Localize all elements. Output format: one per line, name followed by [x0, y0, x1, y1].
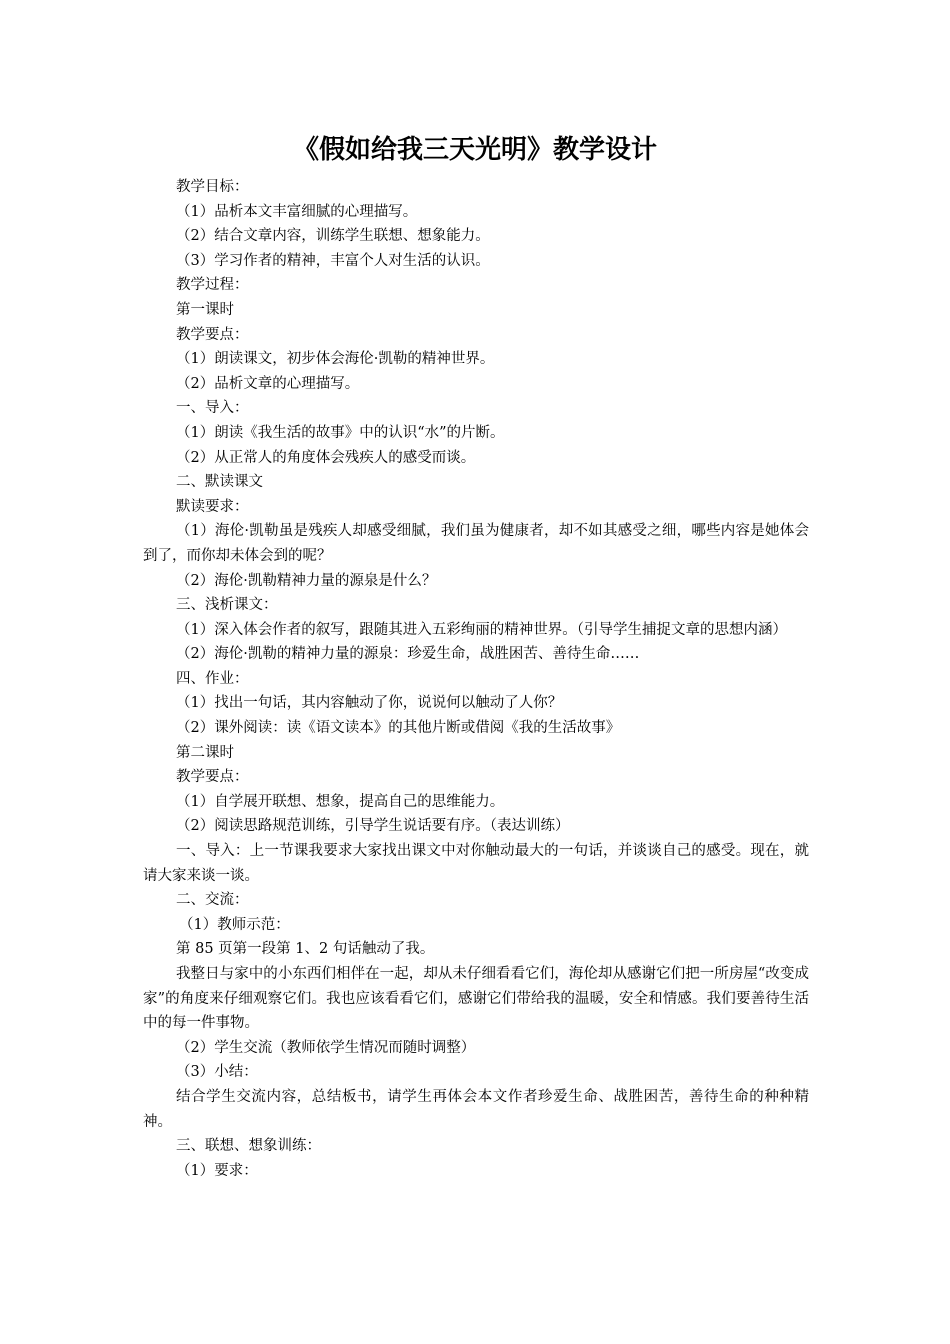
paragraph: （1）海伦·凯勒虽是残疾人却感受细腻，我们虽为健康者，却不如其感受之细，哪些内容是她体会到了，而你却未体会到的呢？ [143, 523, 809, 564]
paragraph: 三、浅析课文： [176, 597, 278, 614]
paragraph: 第二课时 [176, 744, 234, 761]
paragraph: 一、导入：上一节课我要求大家找出课文中对你触动最大的一句话，并谈谈自己的感受。现在，就请大家来谈一谈。 [143, 843, 809, 884]
paragraph: 默读要求： [176, 498, 249, 515]
paragraph: （2）品析文章的心理描写。 [176, 375, 360, 392]
paragraph: （2）从正常人的角度体会残疾人的感受而谈。 [176, 449, 476, 466]
paragraph: 我整日与家中的小东西们相伴在一起，却从未仔细看看它们，海伦却从感谢它们把一所房屋“改变成家”的角度来仔细观察它们。我也应该看看它们，感谢它们带给我的温暖，安全和情感。我们要善待生活中的每一件事物。 [143, 966, 809, 1032]
paragraph: 教学过程： [176, 277, 249, 294]
paragraph: （2）阅读思路规范训练，引导学生说话要有序。（表达训练） [176, 818, 570, 835]
paragraph: 四、作业： [176, 670, 249, 687]
paragraph: （1）自学展开联想、想象，提高自己的思维能力。 [176, 793, 505, 810]
paragraph: （1）教师示范： [179, 916, 290, 933]
paragraph: 第 85 页第一段第 1、2 句话触动了我。 [176, 941, 435, 958]
paragraph: 一、导入： [176, 400, 249, 417]
paragraph: （1）找出一句话，其内容触动了你，说说何以触动了人你？ [176, 695, 563, 712]
paragraph: 教学要点： [176, 769, 249, 786]
paragraph: （2）课外阅读：读《语文读本》的其他片断或借阅《我的生活故事》 [176, 720, 621, 737]
paragraph: 二、交流： [176, 892, 249, 909]
paragraph: （3）小结： [176, 1064, 258, 1081]
paragraph: （1）深入体会作者的叙写，跟随其进入五彩绚丽的精神世界。（引导学生捕捉文章的思想内涵） [176, 621, 787, 638]
document-body [143, 175, 809, 1183]
paragraph: 结合学生交流内容，总结板书，请学生再体会本文作者珍爱生命、战胜困苦，善待生命的种种精神。 [143, 1088, 809, 1130]
paragraph: （1）品析本文丰富细腻的心理描写。 [176, 203, 418, 220]
paragraph: （2）海伦·凯勒精神力量的源泉是什么？ [176, 572, 437, 589]
paragraph: 第一课时 [176, 301, 234, 318]
paragraph: （2）学生交流（教师依学生情况而随时调整） [176, 1039, 476, 1056]
paragraph: 教学目标： [176, 179, 249, 195]
page-title: 《假如给我三天光明》教学设计 [292, 135, 657, 165]
paragraph: （3）学习作者的精神，丰富个人对生活的认识。 [176, 252, 490, 269]
paragraph: 教学要点： [176, 326, 249, 343]
paragraph: （1）要求： [176, 1162, 258, 1179]
paragraph: （1）朗读课文，初步体会海伦·凯勒的精神世界。 [176, 351, 495, 368]
paragraph: 二、默读课文 [176, 474, 263, 491]
paragraph: 三、联想、想象训练： [176, 1138, 321, 1155]
paragraph: （1）朗读《我生活的故事》中的认识“水”的片断。 [176, 424, 505, 441]
paragraph: （2）结合文章内容，训练学生联想、想象能力。 [176, 228, 490, 245]
paragraph: （2）海伦·凯勒的精神力量的源泉：珍爱生命，战胜困苦、善待生命…… [176, 646, 640, 663]
